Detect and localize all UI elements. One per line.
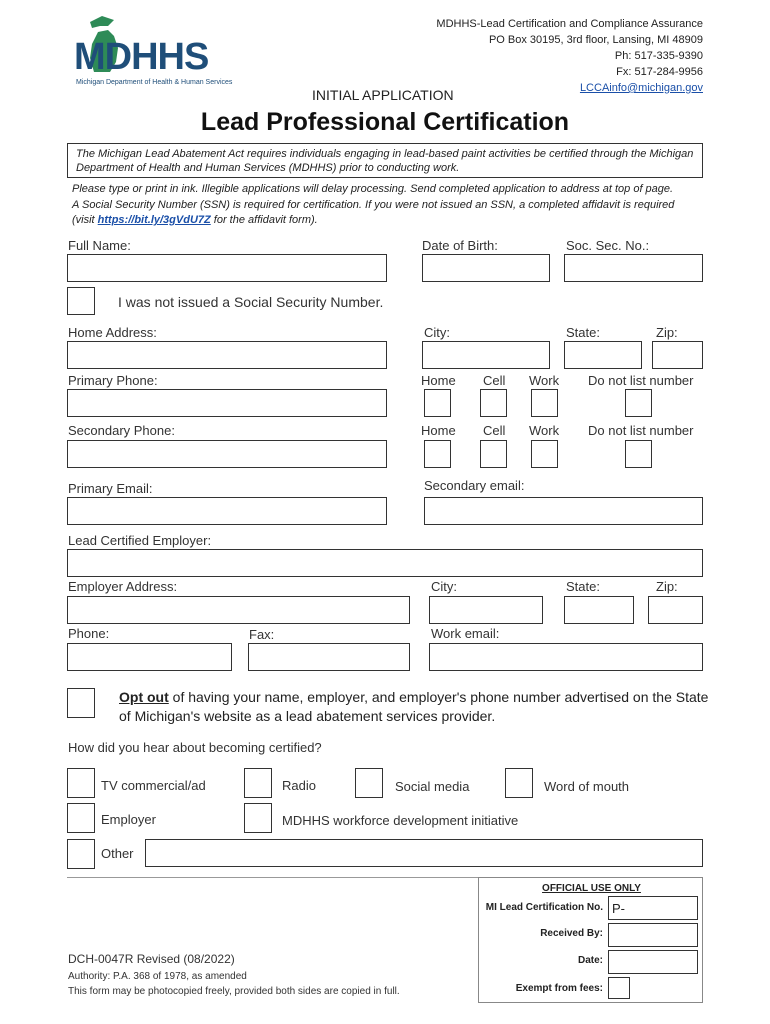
employer-city-label: City: bbox=[431, 579, 457, 594]
employer-address-field[interactable] bbox=[67, 596, 410, 624]
employer-checkbox[interactable] bbox=[67, 803, 95, 833]
employer-fax-field[interactable] bbox=[248, 643, 410, 671]
opt-out-text bbox=[119, 688, 708, 726]
secondary-cell-label: Cell bbox=[483, 423, 506, 438]
primary-home-label: Home bbox=[421, 373, 456, 388]
received-by-field[interactable] bbox=[608, 923, 698, 947]
employer-source-label: Employer bbox=[101, 812, 156, 827]
secondary-email-label: Secondary email: bbox=[424, 478, 525, 493]
cert-no-label: MI Lead Certification No. bbox=[485, 902, 603, 913]
opt-out-rest: of having your name, employer, and employer's phone number advertised on the State bbox=[168, 689, 709, 705]
mdhhs-logo bbox=[72, 14, 257, 94]
other-field[interactable] bbox=[145, 839, 703, 867]
phone-label: Phone: bbox=[68, 626, 110, 641]
secondary-phone-field[interactable] bbox=[67, 440, 387, 468]
opt-out-bold: Opt out bbox=[119, 689, 169, 705]
official-use-box bbox=[478, 877, 703, 1003]
copy-notice: This form may be photocopied freely, provided both sides are copied in full. bbox=[68, 986, 400, 997]
state-label: State: bbox=[566, 325, 600, 340]
primary-home-checkbox[interactable] bbox=[424, 389, 451, 417]
secondary-home-label: Home bbox=[421, 423, 456, 438]
ssn-label: Soc. Sec. No.: bbox=[566, 238, 650, 253]
workforce-checkbox[interactable] bbox=[244, 803, 272, 833]
opt-out-line-2: of Michigan's website as a lead abatement services provider. bbox=[119, 708, 496, 724]
primary-cell-checkbox[interactable] bbox=[480, 389, 507, 417]
dob-field[interactable] bbox=[422, 254, 550, 282]
instructions-line-2: A Social Security Number (SSN) is required for certification. If you were not issued an SSN, a completed affidavit is required bbox=[72, 198, 675, 211]
no-ssn-label: I was not issued a Social Security Number. bbox=[118, 294, 384, 310]
employer-state-label: State: bbox=[566, 579, 600, 594]
exempt-checkbox[interactable] bbox=[608, 977, 630, 999]
home-address-field[interactable] bbox=[67, 341, 387, 369]
employer-field[interactable] bbox=[67, 549, 703, 577]
secondary-email-field[interactable] bbox=[424, 497, 703, 525]
header-line-1: MDHHS-Lead Certification and Compliance Assurance bbox=[436, 18, 703, 30]
other-checkbox[interactable] bbox=[67, 839, 95, 869]
official-use-heading: OFFICIAL USE ONLY bbox=[542, 883, 641, 894]
employer-zip-label: Zip: bbox=[656, 579, 678, 594]
fax-label: Fax: bbox=[249, 627, 275, 642]
home-address-label: Home Address: bbox=[68, 325, 157, 340]
primary-email-field[interactable] bbox=[67, 497, 387, 525]
primary-do-not-list-checkbox[interactable] bbox=[625, 389, 652, 417]
secondary-work-label: Work bbox=[529, 423, 560, 438]
city-label: City: bbox=[424, 325, 450, 340]
ssn-field[interactable] bbox=[564, 254, 703, 282]
primary-do-not-list-label: Do not list number bbox=[588, 373, 694, 388]
date-field[interactable] bbox=[608, 950, 698, 974]
authority-text: Authority: P.A. 368 of 1978, as amended bbox=[68, 971, 247, 982]
instructions bbox=[72, 182, 674, 229]
primary-email-label: Primary Email: bbox=[68, 481, 153, 496]
full-name-field[interactable] bbox=[67, 254, 387, 282]
page-title: Lead Professional Certification bbox=[200, 108, 570, 136]
employer-label: Lead Certified Employer: bbox=[68, 533, 212, 548]
home-city-field[interactable] bbox=[422, 341, 550, 369]
no-ssn-checkbox[interactable] bbox=[67, 287, 95, 315]
primary-cell-label: Cell bbox=[483, 373, 506, 388]
header-line-3: Ph: 517-335-9390 bbox=[614, 50, 703, 62]
affidavit-link[interactable]: https://bit.ly/3gVdU7Z bbox=[97, 214, 211, 226]
tv-label: TV commercial/ad bbox=[101, 778, 206, 793]
form-subtitle: INITIAL APPLICATION bbox=[312, 87, 454, 103]
social-media-checkbox[interactable] bbox=[355, 768, 383, 798]
work-email-label: Work email: bbox=[431, 626, 500, 641]
employer-address-label: Employer Address: bbox=[68, 579, 178, 594]
word-of-mouth-label: Word of mouth bbox=[544, 779, 630, 794]
form-number: DCH-0047R Revised (08/2022) bbox=[68, 952, 235, 966]
instructions-line-3-pre: (visit bbox=[72, 214, 98, 226]
primary-work-label: Work bbox=[529, 373, 560, 388]
zip-label: Zip: bbox=[656, 325, 678, 340]
date-label: Date: bbox=[577, 955, 603, 966]
dob-label: Date of Birth: bbox=[422, 238, 498, 253]
secondary-phone-label: Secondary Phone: bbox=[68, 423, 175, 438]
word-of-mouth-checkbox[interactable] bbox=[505, 768, 533, 798]
notice-box: The Michigan Lead Abatement Act requires individuals engaging in lead-based paint activities be certified through the Michigan Department of Health and Human Services (MDHHS) prior to conducting work. bbox=[67, 143, 703, 178]
received-by-label: Received By: bbox=[540, 928, 603, 939]
radio-checkbox[interactable] bbox=[244, 768, 272, 798]
exempt-label: Exempt from fees: bbox=[515, 983, 603, 994]
header-line-2: PO Box 30195, 3rd floor, Lansing, MI 48909 bbox=[488, 34, 703, 46]
employer-zip-field[interactable] bbox=[648, 596, 703, 624]
primary-phone-label: Primary Phone: bbox=[68, 373, 158, 388]
instructions-line-3-post: for the affidavit form). bbox=[210, 214, 318, 226]
secondary-cell-checkbox[interactable] bbox=[480, 440, 507, 468]
primary-phone-field[interactable] bbox=[67, 389, 387, 417]
logo-subtitle: Michigan Department of Health & Human Services bbox=[76, 79, 233, 86]
cert-no-field[interactable] bbox=[608, 896, 698, 920]
employer-phone-field[interactable] bbox=[67, 643, 232, 671]
employer-city-field[interactable] bbox=[429, 596, 543, 624]
secondary-do-not-list-checkbox[interactable] bbox=[625, 440, 652, 468]
other-label: Other bbox=[101, 846, 134, 861]
home-zip-field[interactable] bbox=[652, 341, 703, 369]
opt-out-checkbox[interactable] bbox=[67, 688, 95, 718]
tv-checkbox[interactable] bbox=[67, 768, 95, 798]
primary-work-checkbox[interactable] bbox=[531, 389, 558, 417]
header-email-link[interactable]: LCCAinfo@michigan.gov bbox=[579, 82, 703, 94]
secondary-home-checkbox[interactable] bbox=[424, 440, 451, 468]
radio-label: Radio bbox=[282, 778, 316, 793]
heard-question: How did you hear about becoming certified? bbox=[68, 740, 322, 755]
header-line-4: Fx: 517-284-9956 bbox=[616, 66, 703, 78]
work-email-field[interactable] bbox=[429, 643, 703, 671]
logo-text: MDHHS bbox=[74, 36, 209, 78]
home-state-field[interactable] bbox=[564, 341, 642, 369]
social-media-label: Social media bbox=[395, 779, 470, 794]
instructions-line-1: Please type or print in ink. Illegible applications will delay processing. Send completed application to address at top of page. bbox=[72, 183, 674, 195]
secondary-do-not-list-label: Do not list number bbox=[588, 423, 694, 438]
full-name-label: Full Name: bbox=[68, 238, 131, 253]
employer-state-field[interactable] bbox=[564, 596, 634, 624]
workforce-label: MDHHS workforce development initiative bbox=[282, 813, 519, 828]
secondary-work-checkbox[interactable] bbox=[531, 440, 558, 468]
cert-prefix: P- bbox=[612, 901, 625, 916]
